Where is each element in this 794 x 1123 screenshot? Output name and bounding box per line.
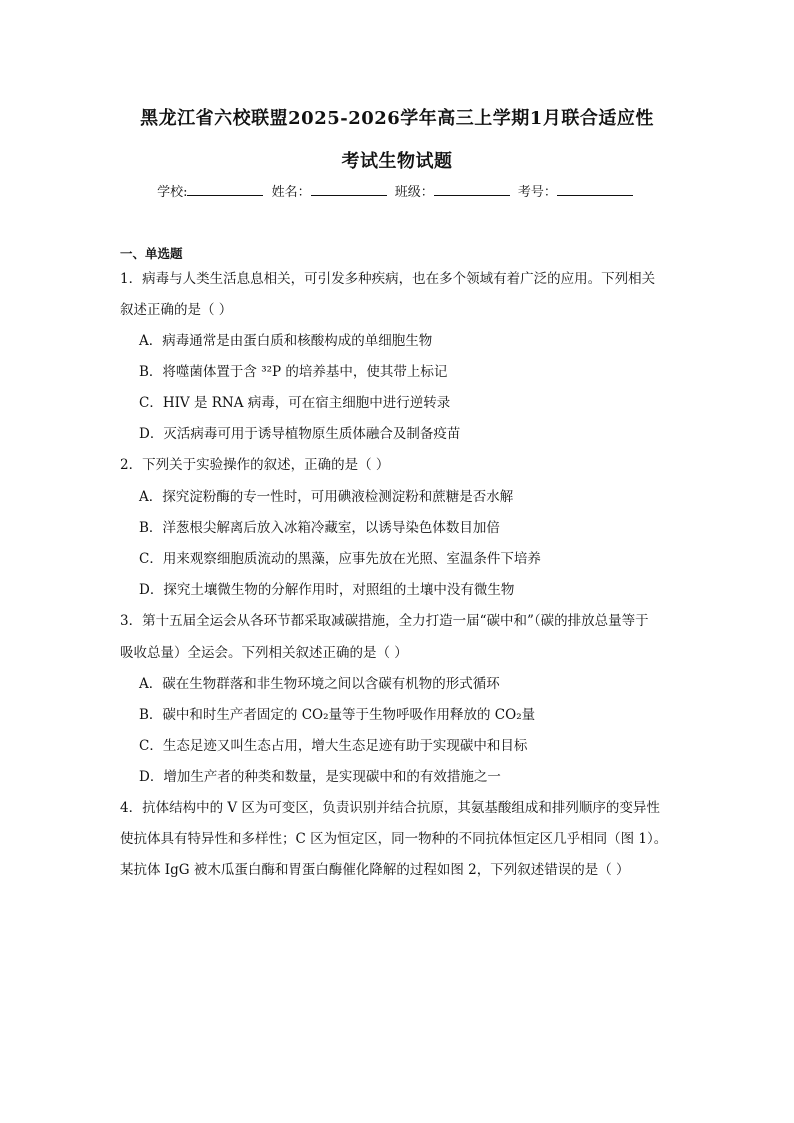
question-2-option-b: B．洋葱根尖解离后放入冰箱冷藏室，以诱导染色体数目加倍 <box>139 520 500 536</box>
question-3-option-b: B．碳中和时生产者固定的 CO₂量等于生物呼吸作用释放的 CO₂量 <box>139 707 536 723</box>
exam-title-line1: 黑龙江省六校联盟2025-2026学年高三上学期1月联合适应性 <box>140 108 654 129</box>
question-2-option-d: D．探究土壤微生物的分解作用时，对照组的土壤中没有微生物 <box>139 582 515 598</box>
question-1-option-d: D．灭活病毒可用于诱导植物原生质体融合及制备疫苗 <box>139 426 461 442</box>
exam-number-blank[interactable] <box>557 183 633 196</box>
question-3-option-c: C．生态足迹又叫生态占用，增大生态足迹有助于实现碳中和目标 <box>139 738 528 754</box>
question-2-option-a: A．探究淀粉酶的专一性时，可用碘液检测淀粉和蔗糖是否水解 <box>139 489 514 505</box>
name-label: 姓名： <box>271 185 311 200</box>
school-blank[interactable] <box>187 183 263 196</box>
question-3-option-d: D．增加生产者的种类和数量，是实现碳中和的有效措施之一 <box>139 769 501 785</box>
question-1-option-c: C．HIV 是 RNA 病毒，可在宿主细胞中进行逆转录 <box>139 395 451 411</box>
student-info-row <box>0 181 794 200</box>
question-3-line-2: 吸收总量）全运会。下列相关叙述正确的是（ ） <box>120 645 408 661</box>
question-1-option-b: B．将噬菌体置于含 ³²P 的培养基中，使其带上标记 <box>139 364 448 380</box>
question-1-option-a: A．病毒通常是由蛋白质和核酸构成的单细胞生物 <box>139 333 433 349</box>
class-label: 班级： <box>394 185 434 200</box>
exam-title-line2: 考试生物试题 <box>341 151 453 172</box>
question-2-option-c: C．用来观察细胞质流动的黑藻，应事先放在光照、室温条件下培养 <box>139 551 541 567</box>
question-3-line-1: 3．第十五届全运会从各环节都采取减碳措施，全力打造一届“碳中和”（碳的排放总量等于 <box>120 613 649 629</box>
question-4-line-3: 某抗体 IgG 被木瓜蛋白酶和胃蛋白酶催化降解的过程如图 2，下列叙述错误的是（ ） <box>120 862 630 878</box>
question-2-line-1: 2．下列关于实验操作的叙述，正确的是（ ） <box>120 457 390 473</box>
exam-number-label: 考号： <box>517 185 557 200</box>
section-heading: 一、单选题 <box>120 246 183 261</box>
school-label: 学校: <box>157 185 188 200</box>
question-1-line-1: 1．病毒与人类生活息息相关，可引发多种疾病，也在多个领域有着广泛的应用。下列相关 <box>120 271 656 287</box>
class-blank[interactable] <box>434 183 510 196</box>
question-4-line-1: 4．抗体结构中的 V 区为可变区，负责识别并结合抗原，其氨基酸组成和排列顺序的变异性 <box>120 800 660 816</box>
question-3-option-a: A．碳在生物群落和非生物环境之间以含碳有机物的形式循环 <box>139 676 500 692</box>
question-4-line-2: 使抗体具有特异性和多样性；C 区为恒定区，同一物种的不同抗体恒定区几乎相同（图 1）。 <box>120 831 668 847</box>
question-1-line-2: 叙述正确的是（ ） <box>120 302 233 318</box>
name-blank[interactable] <box>311 183 387 196</box>
